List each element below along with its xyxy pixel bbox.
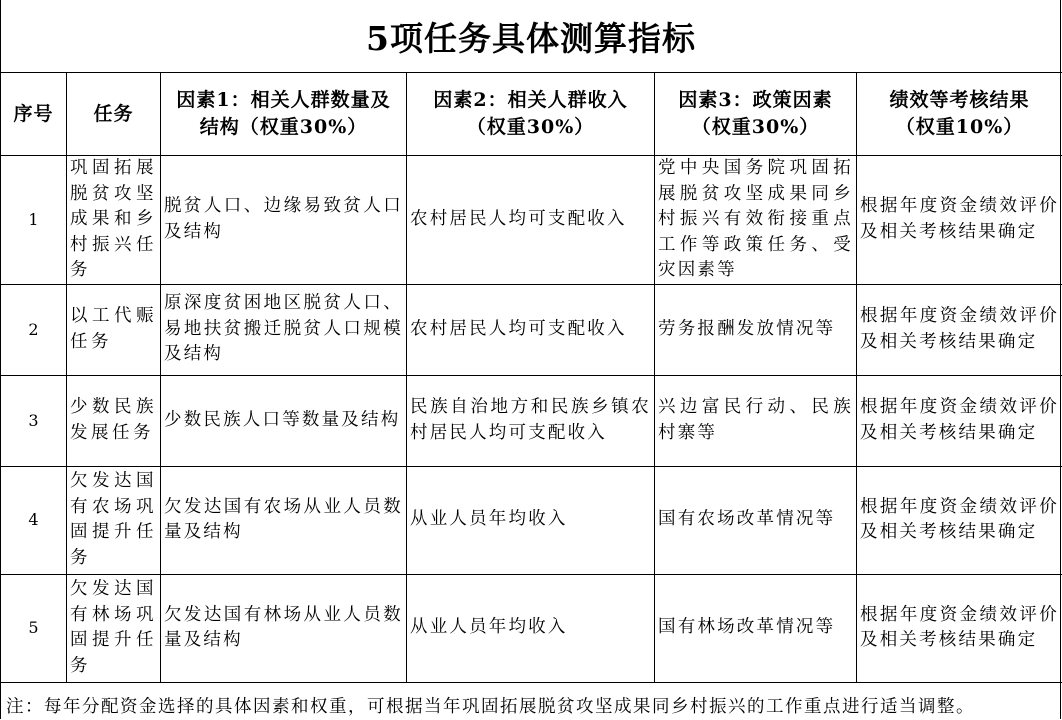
cell-factor1: 欠发达国有农场从业人员数量及结构 [161, 466, 407, 574]
cell-seq: 1 [1, 156, 67, 285]
cell-performance: 根据年度资金绩效评价及相关考核结果确定 [857, 284, 1062, 375]
cell-factor3: 劳务报酬发放情况等 [655, 284, 857, 375]
table-row [1, 466, 1062, 574]
table-row [1, 574, 1062, 682]
cell-factor1: 原深度贫困地区脱贫人口、易地扶贫搬迁脱贫人口规模及结构 [161, 284, 407, 375]
cell-factor3: 兴边富民行动、民族村寨等 [655, 375, 857, 466]
table-row [1, 284, 1062, 375]
cell-factor2: 民族自治地方和民族乡镇农村居民人均可支配收入 [407, 375, 655, 466]
header-factor1 [161, 73, 407, 156]
cell-factor2: 农村居民人均可支配收入 [407, 284, 655, 375]
header-factor2 [407, 73, 655, 156]
cell-performance: 根据年度资金绩效评价及相关考核结果确定 [857, 466, 1062, 574]
header-factor1-line2: 结构（权重30%） [199, 116, 368, 138]
table-row [1, 375, 1062, 466]
cell-factor1: 欠发达国有林场从业人员数量及结构 [161, 574, 407, 682]
header-factor3 [655, 73, 857, 156]
cell-performance: 根据年度资金绩效评价及相关考核结果确定 [857, 156, 1062, 285]
cell-factor3: 国有林场改革情况等 [655, 574, 857, 682]
header-seq: 序号 [1, 73, 67, 156]
cell-factor2: 从业人员年均收入 [407, 574, 655, 682]
cell-factor1: 少数民族人口等数量及结构 [161, 375, 407, 466]
cell-task: 欠发达国有农场巩固提升任务 [67, 466, 161, 574]
header-performance [857, 73, 1062, 156]
cell-factor1: 脱贫人口、边缘易致贫人口及结构 [161, 156, 407, 285]
indicator-table [0, 72, 1062, 683]
cell-task: 欠发达国有林场巩固提升任务 [67, 574, 161, 682]
cell-factor2: 农村居民人均可支配收入 [407, 156, 655, 285]
cell-seq: 3 [1, 375, 67, 466]
header-factor3-line1: 因素3：政策因素 [678, 89, 833, 111]
cell-seq: 5 [1, 574, 67, 682]
table-row [1, 156, 1062, 285]
header-task: 任务 [67, 73, 161, 156]
header-factor1-line1: 因素1：相关人群数量及 [176, 89, 391, 111]
cell-task: 少数民族发展任务 [67, 375, 161, 466]
cell-performance: 根据年度资金绩效评价及相关考核结果确定 [857, 574, 1062, 682]
table-header-row [1, 73, 1062, 156]
cell-task: 巩固拓展脱贫攻坚成果和乡村振兴任务 [67, 156, 161, 285]
header-factor2-line2: （权重30%） [466, 116, 595, 138]
cell-performance: 根据年度资金绩效评价及相关考核结果确定 [857, 375, 1062, 466]
header-factor3-line2: （权重30%） [691, 116, 820, 138]
cell-factor3: 党中央国务院巩固拓展脱贫攻坚成果同乡村振兴有效衔接重点工作等政策任务、受灾因素等 [655, 156, 857, 285]
header-performance-line2: （权重10%） [895, 116, 1024, 138]
cell-factor2: 从业人员年均收入 [407, 466, 655, 574]
cell-factor3: 国有农场改革情况等 [655, 466, 857, 574]
cell-seq: 2 [1, 284, 67, 375]
cell-seq: 4 [1, 466, 67, 574]
header-factor2-line1: 因素2：相关人群收入 [433, 89, 628, 111]
page-title: 5项任务具体测算指标 [366, 18, 696, 58]
header-performance-line1: 绩效等考核结果 [889, 89, 1030, 111]
footnote: 注：每年分配资金选择的具体因素和权重，可根据当年巩固拓展脱贫攻坚成果同乡村振兴的工作重点进行适当调整。 [6, 697, 975, 717]
cell-task: 以工代赈任务 [67, 284, 161, 375]
